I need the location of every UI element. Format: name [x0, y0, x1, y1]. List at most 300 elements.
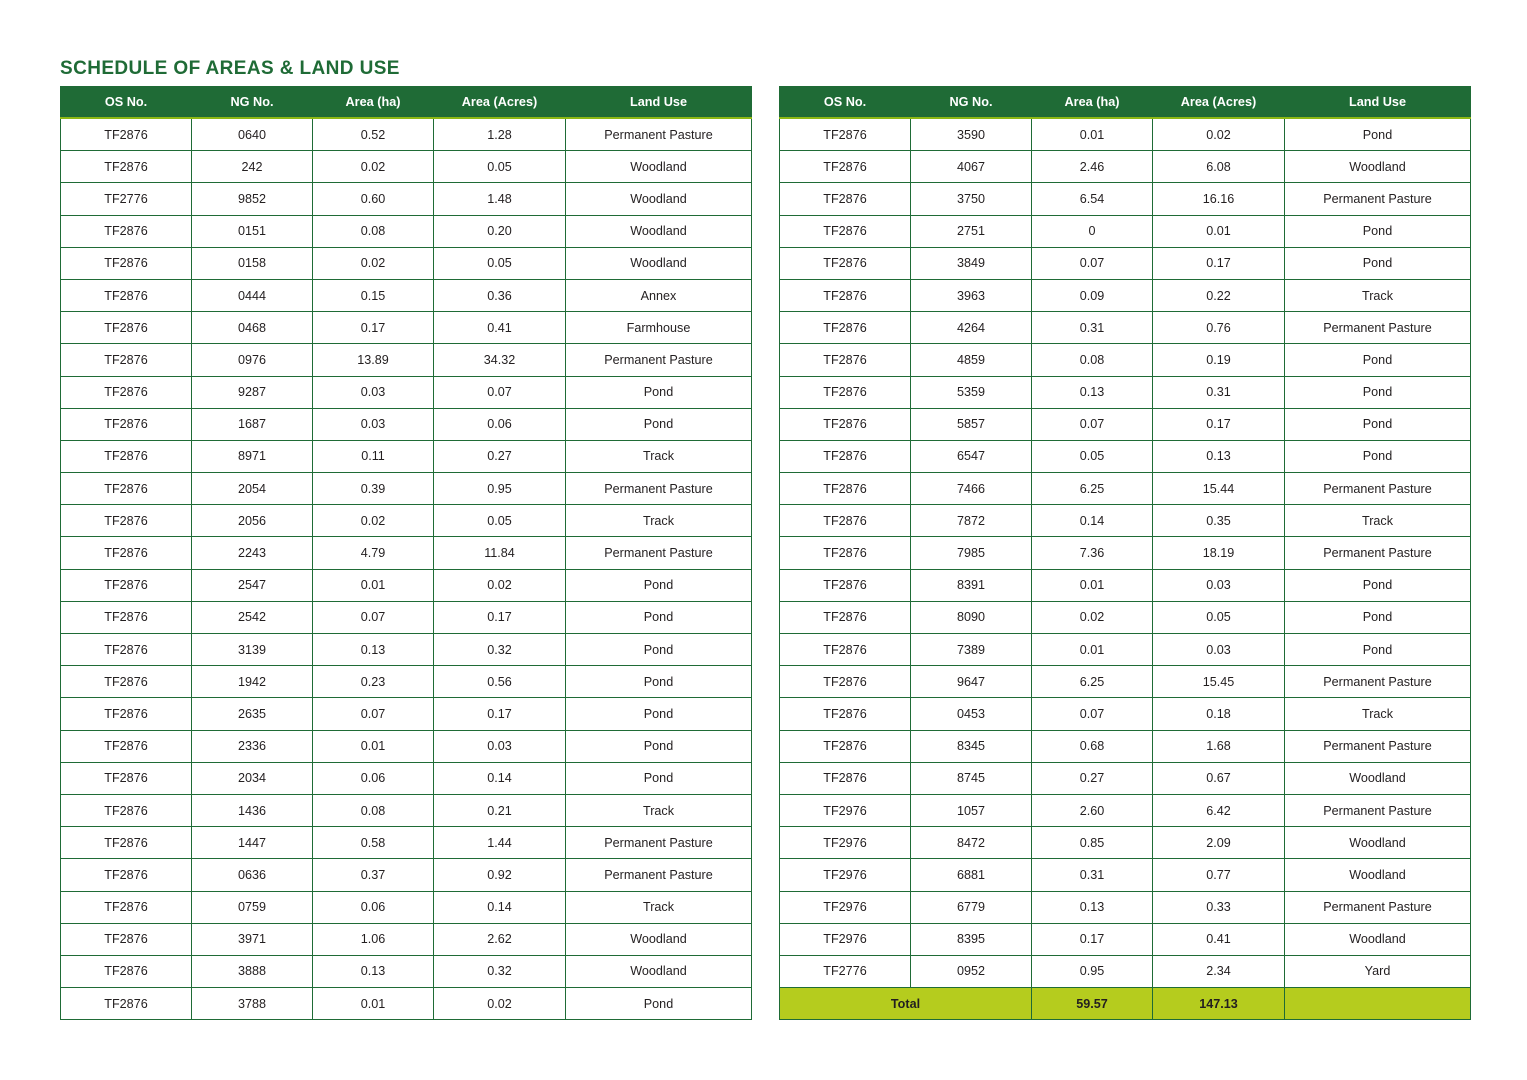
cell-ng-no: 5359	[911, 376, 1032, 408]
cell-ng-no: 9287	[192, 376, 313, 408]
cell-area-acres: 11.84	[434, 537, 566, 569]
cell-area-ha: 0.31	[1032, 859, 1153, 891]
cell-os-no: TF2876	[780, 601, 911, 633]
cell-ng-no: 0759	[192, 891, 313, 923]
cell-area-acres: 0.95	[434, 473, 566, 505]
cell-land-use: Woodland	[1285, 151, 1471, 183]
cell-area-acres: 15.45	[1153, 666, 1285, 698]
table-row	[780, 634, 1471, 666]
cell-area-ha: 0.31	[1032, 312, 1153, 344]
cell-os-no: TF2876	[61, 698, 192, 730]
table-row	[780, 601, 1471, 633]
table-row	[780, 762, 1471, 794]
cell-os-no: TF2876	[61, 344, 192, 376]
cell-area-acres: 0.18	[1153, 698, 1285, 730]
cell-area-ha: 0.37	[313, 859, 434, 891]
cell-os-no: TF2876	[61, 827, 192, 859]
cell-area-ha: 0.39	[313, 473, 434, 505]
cell-os-no: TF2876	[61, 440, 192, 472]
cell-os-no: TF2876	[61, 634, 192, 666]
cell-land-use: Pond	[566, 730, 752, 762]
cell-land-use: Woodland	[1285, 762, 1471, 794]
cell-os-no: TF2776	[61, 183, 192, 215]
cell-area-ha: 0.27	[1032, 762, 1153, 794]
cell-ng-no: 2054	[192, 473, 313, 505]
table-row	[61, 794, 752, 826]
cell-area-acres: 2.34	[1153, 955, 1285, 987]
schedule-table-left	[60, 86, 752, 1020]
cell-land-use: Pond	[1285, 440, 1471, 472]
table-row	[780, 118, 1471, 151]
table-row	[61, 634, 752, 666]
cell-os-no: TF2876	[780, 247, 911, 279]
cell-land-use: Track	[1285, 505, 1471, 537]
column-header-area-acres: Area (Acres)	[434, 87, 566, 119]
column-header-area-acres: Area (Acres)	[1153, 87, 1285, 119]
cell-ng-no: 0636	[192, 859, 313, 891]
cell-area-acres: 0.02	[434, 569, 566, 601]
cell-area-ha: 0.15	[313, 279, 434, 311]
cell-land-use: Permanent Pasture	[1285, 730, 1471, 762]
cell-ng-no: 2336	[192, 730, 313, 762]
cell-area-acres: 0.05	[434, 247, 566, 279]
column-header-land-use: Land Use	[1285, 87, 1471, 119]
left-table-holder	[60, 86, 751, 1020]
cell-ng-no: 2034	[192, 762, 313, 794]
cell-area-acres: 6.08	[1153, 151, 1285, 183]
table-row	[61, 440, 752, 472]
cell-area-acres: 0.27	[434, 440, 566, 472]
cell-area-acres: 0.17	[434, 601, 566, 633]
cell-area-acres: 0.05	[434, 151, 566, 183]
cell-os-no: TF2876	[780, 698, 911, 730]
cell-area-acres: 0.06	[434, 408, 566, 440]
cell-os-no: TF2976	[780, 923, 911, 955]
table-row	[61, 955, 752, 987]
cell-os-no: TF2876	[61, 923, 192, 955]
cell-area-acres: 0.22	[1153, 279, 1285, 311]
cell-ng-no: 9852	[192, 183, 313, 215]
table-row	[780, 569, 1471, 601]
cell-os-no: TF2876	[61, 730, 192, 762]
cell-land-use: Track	[566, 794, 752, 826]
cell-area-acres: 1.28	[434, 118, 566, 151]
cell-area-acres: 2.62	[434, 923, 566, 955]
cell-land-use: Pond	[566, 376, 752, 408]
cell-os-no: TF2876	[780, 634, 911, 666]
cell-os-no: TF2876	[780, 730, 911, 762]
page-title: SCHEDULE OF AREAS & LAND USE	[60, 58, 400, 79]
cell-os-no: TF2876	[780, 408, 911, 440]
cell-area-acres: 0.03	[434, 730, 566, 762]
cell-ng-no: 8391	[911, 569, 1032, 601]
cell-area-acres: 2.09	[1153, 827, 1285, 859]
cell-area-acres: 0.17	[1153, 247, 1285, 279]
cell-area-ha: 0.07	[1032, 408, 1153, 440]
cell-land-use: Pond	[566, 634, 752, 666]
cell-os-no: TF2876	[61, 891, 192, 923]
cell-area-acres: 0.67	[1153, 762, 1285, 794]
cell-land-use: Woodland	[566, 247, 752, 279]
cell-os-no: TF2876	[61, 376, 192, 408]
table-row	[61, 312, 752, 344]
cell-ng-no: 3888	[192, 955, 313, 987]
cell-land-use: Pond	[1285, 247, 1471, 279]
cell-land-use: Permanent Pasture	[566, 537, 752, 569]
cell-area-acres: 0.17	[1153, 408, 1285, 440]
cell-area-ha: 0.17	[1032, 923, 1153, 955]
cell-area-ha: 0.13	[1032, 376, 1153, 408]
cell-area-ha: 0.07	[1032, 698, 1153, 730]
cell-os-no: TF2876	[780, 118, 911, 151]
cell-ng-no: 0468	[192, 312, 313, 344]
table-row	[780, 537, 1471, 569]
column-header-land-use: Land Use	[566, 87, 752, 119]
cell-ng-no: 1942	[192, 666, 313, 698]
table-row	[61, 537, 752, 569]
cell-area-acres: 6.42	[1153, 794, 1285, 826]
cell-area-ha: 0.13	[313, 955, 434, 987]
cell-area-ha: 0.06	[313, 762, 434, 794]
cell-os-no: TF2876	[780, 762, 911, 794]
cell-area-acres: 1.48	[434, 183, 566, 215]
cell-area-acres: 18.19	[1153, 537, 1285, 569]
cell-ng-no: 3788	[192, 988, 313, 1020]
table-row	[780, 215, 1471, 247]
cell-os-no: TF2876	[61, 473, 192, 505]
cell-os-no: TF2876	[61, 666, 192, 698]
total-land-use	[1285, 988, 1471, 1020]
table-row	[780, 408, 1471, 440]
table-row	[780, 376, 1471, 408]
cell-ng-no: 8745	[911, 762, 1032, 794]
cell-ng-no: 2542	[192, 601, 313, 633]
cell-area-ha: 0.14	[1032, 505, 1153, 537]
cell-os-no: TF2876	[61, 955, 192, 987]
cell-ng-no: 6547	[911, 440, 1032, 472]
cell-ng-no: 8395	[911, 923, 1032, 955]
cell-ng-no: 0453	[911, 698, 1032, 730]
cell-ng-no: 1687	[192, 408, 313, 440]
cell-os-no: TF2876	[780, 151, 911, 183]
schedule-tables-container	[60, 86, 1470, 1020]
table-row	[61, 730, 752, 762]
cell-area-ha: 0.02	[1032, 601, 1153, 633]
cell-os-no: TF2876	[780, 376, 911, 408]
cell-land-use: Pond	[1285, 215, 1471, 247]
table-total-row	[780, 988, 1471, 1020]
cell-ng-no: 0976	[192, 344, 313, 376]
cell-area-acres: 0.41	[1153, 923, 1285, 955]
cell-os-no: TF2876	[780, 215, 911, 247]
table-row	[780, 473, 1471, 505]
table-row	[61, 891, 752, 923]
table-row	[780, 183, 1471, 215]
cell-area-ha: 0.08	[313, 794, 434, 826]
cell-ng-no: 2056	[192, 505, 313, 537]
cell-os-no: TF2776	[780, 955, 911, 987]
cell-land-use: Woodland	[566, 215, 752, 247]
cell-land-use: Woodland	[1285, 923, 1471, 955]
cell-area-ha: 0.07	[313, 601, 434, 633]
table-row	[780, 151, 1471, 183]
cell-area-acres: 0.03	[1153, 569, 1285, 601]
cell-ng-no: 8090	[911, 601, 1032, 633]
cell-area-ha: 0.58	[313, 827, 434, 859]
cell-area-acres: 0.02	[434, 988, 566, 1020]
cell-area-acres: 0.76	[1153, 312, 1285, 344]
table-header-right	[780, 87, 1471, 119]
cell-area-ha: 0.05	[1032, 440, 1153, 472]
cell-area-ha: 0.02	[313, 505, 434, 537]
cell-ng-no: 242	[192, 151, 313, 183]
table-row	[61, 666, 752, 698]
cell-land-use: Permanent Pasture	[566, 859, 752, 891]
cell-os-no: TF2976	[780, 859, 911, 891]
cell-area-acres: 0.56	[434, 666, 566, 698]
cell-area-ha: 0.01	[313, 569, 434, 601]
cell-area-ha: 0	[1032, 215, 1153, 247]
column-header-area-ha: Area (ha)	[1032, 87, 1153, 119]
cell-os-no: TF2876	[61, 118, 192, 151]
cell-area-acres: 0.33	[1153, 891, 1285, 923]
cell-area-acres: 0.01	[1153, 215, 1285, 247]
cell-area-acres: 0.92	[434, 859, 566, 891]
cell-os-no: TF2876	[780, 440, 911, 472]
cell-os-no: TF2876	[780, 344, 911, 376]
cell-area-acres: 1.68	[1153, 730, 1285, 762]
cell-area-acres: 16.16	[1153, 183, 1285, 215]
total-area-ha: 59.57	[1032, 988, 1153, 1020]
cell-area-acres: 0.35	[1153, 505, 1285, 537]
cell-ng-no: 3139	[192, 634, 313, 666]
cell-ng-no: 4859	[911, 344, 1032, 376]
cell-area-ha: 0.01	[1032, 118, 1153, 151]
cell-land-use: Permanent Pasture	[1285, 666, 1471, 698]
table-row	[780, 666, 1471, 698]
column-header-area-ha: Area (ha)	[313, 87, 434, 119]
cell-area-acres: 0.19	[1153, 344, 1285, 376]
cell-area-acres: 15.44	[1153, 473, 1285, 505]
table-row	[780, 344, 1471, 376]
cell-area-acres: 0.36	[434, 279, 566, 311]
cell-ng-no: 8971	[192, 440, 313, 472]
cell-area-acres: 0.05	[1153, 601, 1285, 633]
cell-area-ha: 2.46	[1032, 151, 1153, 183]
cell-ng-no: 8345	[911, 730, 1032, 762]
cell-ng-no: 2547	[192, 569, 313, 601]
cell-land-use: Permanent Pasture	[1285, 891, 1471, 923]
cell-os-no: TF2876	[61, 569, 192, 601]
header-row	[61, 87, 752, 119]
table-row	[780, 955, 1471, 987]
cell-land-use: Woodland	[566, 955, 752, 987]
cell-ng-no: 4264	[911, 312, 1032, 344]
cell-land-use: Permanent Pasture	[1285, 473, 1471, 505]
cell-area-ha: 0.08	[1032, 344, 1153, 376]
cell-area-ha: 7.36	[1032, 537, 1153, 569]
cell-os-no: TF2876	[61, 537, 192, 569]
cell-os-no: TF2876	[61, 505, 192, 537]
cell-ng-no: 4067	[911, 151, 1032, 183]
cell-os-no: TF2976	[780, 891, 911, 923]
cell-ng-no: 8472	[911, 827, 1032, 859]
cell-area-ha: 6.54	[1032, 183, 1153, 215]
cell-area-acres: 0.07	[434, 376, 566, 408]
cell-area-ha: 0.85	[1032, 827, 1153, 859]
table-row	[61, 923, 752, 955]
cell-ng-no: 1436	[192, 794, 313, 826]
cell-os-no: TF2876	[780, 569, 911, 601]
cell-area-ha: 2.60	[1032, 794, 1153, 826]
cell-area-ha: 4.79	[313, 537, 434, 569]
cell-land-use: Permanent Pasture	[1285, 794, 1471, 826]
cell-area-acres: 0.77	[1153, 859, 1285, 891]
cell-land-use: Permanent Pasture	[566, 344, 752, 376]
cell-os-no: TF2876	[61, 151, 192, 183]
right-table-holder	[779, 86, 1470, 1020]
cell-area-ha: 0.13	[1032, 891, 1153, 923]
table-row	[780, 247, 1471, 279]
cell-os-no: TF2876	[61, 859, 192, 891]
cell-os-no: TF2876	[780, 473, 911, 505]
cell-ng-no: 7872	[911, 505, 1032, 537]
cell-area-ha: 13.89	[313, 344, 434, 376]
cell-ng-no: 7389	[911, 634, 1032, 666]
cell-os-no: TF2876	[61, 601, 192, 633]
cell-land-use: Pond	[1285, 569, 1471, 601]
table-body-right	[780, 118, 1471, 1020]
cell-area-acres: 0.32	[434, 634, 566, 666]
table-row	[61, 827, 752, 859]
cell-land-use: Pond	[1285, 376, 1471, 408]
cell-land-use: Pond	[566, 698, 752, 730]
cell-land-use: Track	[1285, 698, 1471, 730]
cell-area-ha: 0.17	[313, 312, 434, 344]
cell-area-acres: 0.14	[434, 891, 566, 923]
cell-area-ha: 0.13	[313, 634, 434, 666]
cell-ng-no: 0158	[192, 247, 313, 279]
cell-os-no: TF2876	[780, 183, 911, 215]
table-row	[61, 859, 752, 891]
cell-area-acres: 0.17	[434, 698, 566, 730]
cell-area-ha: 0.52	[313, 118, 434, 151]
cell-area-ha: 6.25	[1032, 666, 1153, 698]
cell-area-acres: 0.41	[434, 312, 566, 344]
cell-os-no: TF2876	[61, 215, 192, 247]
table-row	[61, 569, 752, 601]
cell-area-ha: 0.60	[313, 183, 434, 215]
cell-area-ha: 0.02	[313, 151, 434, 183]
cell-area-ha: 0.68	[1032, 730, 1153, 762]
cell-area-ha: 0.01	[313, 988, 434, 1020]
cell-os-no: TF2876	[61, 279, 192, 311]
cell-ng-no: 6779	[911, 891, 1032, 923]
table-row	[61, 247, 752, 279]
cell-ng-no: 9647	[911, 666, 1032, 698]
cell-area-ha: 0.01	[1032, 634, 1153, 666]
cell-land-use: Annex	[566, 279, 752, 311]
cell-area-ha: 0.23	[313, 666, 434, 698]
header-row	[780, 87, 1471, 119]
cell-ng-no: 1447	[192, 827, 313, 859]
cell-ng-no: 2635	[192, 698, 313, 730]
cell-ng-no: 1057	[911, 794, 1032, 826]
cell-ng-no: 0952	[911, 955, 1032, 987]
cell-area-ha: 6.25	[1032, 473, 1153, 505]
table-row	[780, 827, 1471, 859]
cell-area-acres: 1.44	[434, 827, 566, 859]
cell-land-use: Pond	[566, 569, 752, 601]
cell-ng-no: 0444	[192, 279, 313, 311]
table-row	[61, 505, 752, 537]
cell-os-no: TF2876	[61, 794, 192, 826]
cell-land-use: Pond	[566, 601, 752, 633]
cell-area-ha: 0.07	[313, 698, 434, 730]
table-row	[61, 376, 752, 408]
cell-area-ha: 0.07	[1032, 247, 1153, 279]
table-row	[61, 344, 752, 376]
cell-area-ha: 0.03	[313, 408, 434, 440]
cell-os-no: TF2876	[780, 505, 911, 537]
cell-land-use: Pond	[566, 988, 752, 1020]
cell-ng-no: 3963	[911, 279, 1032, 311]
table-row	[61, 473, 752, 505]
cell-os-no: TF2876	[61, 312, 192, 344]
cell-area-ha: 0.95	[1032, 955, 1153, 987]
table-row	[61, 118, 752, 151]
cell-ng-no: 7985	[911, 537, 1032, 569]
cell-os-no: TF2876	[780, 279, 911, 311]
cell-ng-no: 3971	[192, 923, 313, 955]
cell-land-use: Pond	[1285, 408, 1471, 440]
table-row	[780, 312, 1471, 344]
table-row	[780, 891, 1471, 923]
table-row	[780, 440, 1471, 472]
table-row	[61, 601, 752, 633]
table-row	[780, 505, 1471, 537]
cell-land-use: Pond	[1285, 118, 1471, 151]
schedule-table-right	[779, 86, 1471, 1020]
cell-area-ha: 0.01	[1032, 569, 1153, 601]
total-area-acres: 147.13	[1153, 988, 1285, 1020]
table-row	[780, 698, 1471, 730]
cell-land-use: Track	[566, 505, 752, 537]
column-header-os-no: OS No.	[61, 87, 192, 119]
cell-area-acres: 0.20	[434, 215, 566, 247]
cell-os-no: TF2876	[780, 312, 911, 344]
cell-land-use: Permanent Pasture	[1285, 183, 1471, 215]
cell-land-use: Permanent Pasture	[566, 118, 752, 151]
cell-ng-no: 7466	[911, 473, 1032, 505]
table-row	[780, 279, 1471, 311]
table-row	[61, 215, 752, 247]
table-row	[780, 923, 1471, 955]
cell-land-use: Woodland	[566, 151, 752, 183]
cell-land-use: Permanent Pasture	[1285, 312, 1471, 344]
cell-area-acres: 0.32	[434, 955, 566, 987]
cell-land-use: Pond	[566, 408, 752, 440]
table-row	[780, 859, 1471, 891]
cell-area-acres: 0.31	[1153, 376, 1285, 408]
column-header-ng-no: NG No.	[911, 87, 1032, 119]
cell-os-no: TF2876	[61, 408, 192, 440]
cell-area-ha: 0.02	[313, 247, 434, 279]
cell-land-use: Woodland	[566, 183, 752, 215]
cell-area-acres: 0.13	[1153, 440, 1285, 472]
cell-os-no: TF2876	[61, 762, 192, 794]
column-header-os-no: OS No.	[780, 87, 911, 119]
